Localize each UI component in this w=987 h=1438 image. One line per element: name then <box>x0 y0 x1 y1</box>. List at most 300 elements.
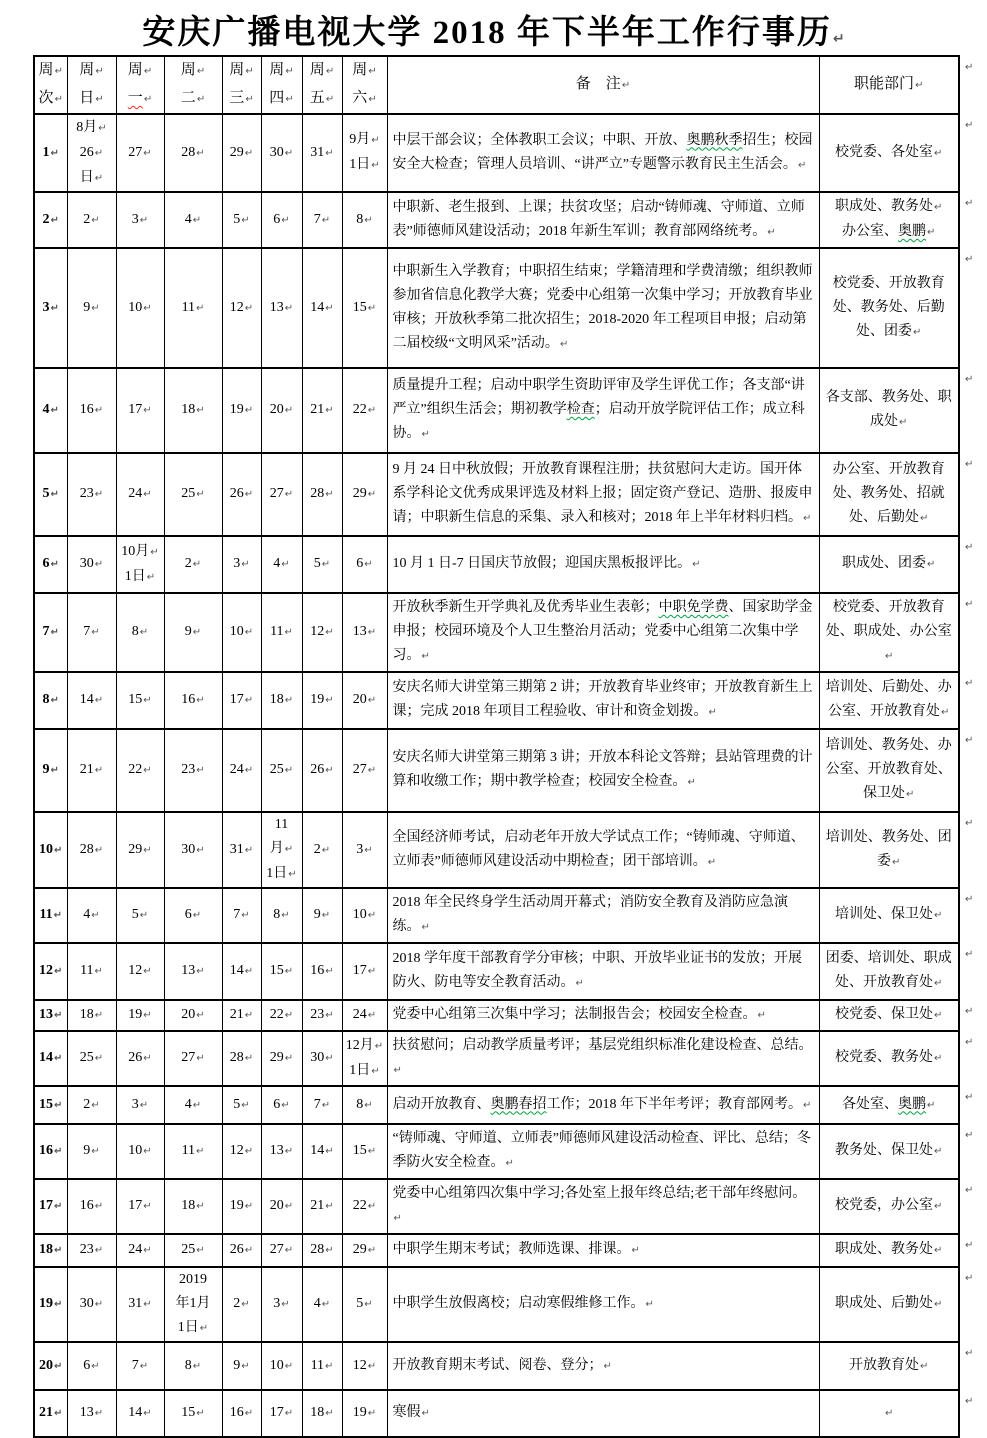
paragraph-mark: ↵ <box>244 966 254 977</box>
day-cell: 8↵ <box>116 593 164 672</box>
paragraph-mark: ↵ <box>244 1245 254 1256</box>
paragraph-mark: ↵ <box>321 844 331 856</box>
paragraph-mark: ↵ <box>284 1201 294 1212</box>
column-header: 周↵ 一↵ <box>116 56 164 114</box>
day-cell: 27↵ <box>116 114 164 192</box>
dept-cell: 职成处、后勤处↵ <box>819 1267 959 1342</box>
paragraph-mark: ↵ <box>285 94 294 105</box>
paragraph-mark: ↵ <box>196 66 206 77</box>
day-cell: 14↵ <box>302 248 342 368</box>
paragraph-mark: ↵ <box>371 135 380 146</box>
paragraph-mark: ↵ <box>284 1360 294 1372</box>
table-row <box>34 368 981 453</box>
day-cell: 19↵ <box>222 1179 261 1234</box>
paragraph-mark: ↵ <box>913 326 922 338</box>
paragraph-mark: ↵ <box>143 695 152 706</box>
paragraph-mark: ↵ <box>559 338 569 350</box>
paragraph-mark: ↵ <box>934 1053 943 1064</box>
paragraph-mark: ↵ <box>244 695 254 706</box>
day-cell: 16↵ <box>164 672 222 729</box>
table-row <box>34 192 981 248</box>
paragraph-mark: ↵ <box>244 1408 254 1419</box>
paragraph-mark: ↵ <box>965 1396 974 1407</box>
day-cell: 15↵ <box>261 943 302 1000</box>
table-row <box>34 888 981 943</box>
day-cell: 23↵ <box>67 453 116 536</box>
day-cell: 3↵ <box>261 1267 302 1342</box>
day-cell: 12↵ <box>222 248 261 368</box>
paragraph-mark: ↵ <box>241 1099 250 1111</box>
paragraph-mark: ↵ <box>325 405 334 416</box>
day-cell: 13↵ <box>342 593 387 672</box>
day-cell: 22↵ <box>342 1179 387 1234</box>
day-cell: 22↵ <box>342 368 387 453</box>
remark-cell: 中职学生放假离校；启动寒假维修工作。↵ <box>387 1267 819 1342</box>
day-cell: 8↵ <box>261 888 302 943</box>
dept-cell: 校党委、开放教育处、教务处、后勤处、团委↵ <box>819 248 959 368</box>
paragraph-mark: ↵ <box>927 1099 936 1111</box>
column-header: 职能部门↵ <box>819 56 959 114</box>
day-cell: 8↵ <box>342 1086 387 1124</box>
remark-cell: 全国经济师考试，启动老年开放大学试点工作；“铸师魂、守师道、立师表”师德师风建设活动中期检查；团干部培训。↵ <box>387 812 819 888</box>
paragraph-mark: ↵ <box>934 1245 943 1256</box>
paragraph-mark: ↵ <box>244 302 254 314</box>
paragraph-mark: ↵ <box>899 417 908 428</box>
paragraph-mark: ↵ <box>244 627 254 638</box>
week-cell: 4↵ <box>34 368 67 453</box>
paragraph-mark: ↵ <box>54 966 63 977</box>
day-cell: 21↵ <box>222 1000 261 1031</box>
paragraph-mark-gutter <box>959 593 981 672</box>
paragraph-mark: ↵ <box>803 1099 812 1111</box>
day-cell: 16↵ <box>222 1390 261 1437</box>
day-cell: 17↵ <box>116 368 164 453</box>
table-row <box>34 593 981 672</box>
day-cell: 2019 年1月 1日↵ <box>164 1267 222 1342</box>
paragraph-mark: ↵ <box>50 489 59 500</box>
table-row <box>34 1267 981 1342</box>
day-cell: 29↵ <box>222 114 261 192</box>
paragraph-mark: ↵ <box>325 1053 334 1064</box>
day-cell: 3↵ <box>222 536 261 593</box>
column-header: 备 注↵ <box>387 56 819 114</box>
dept-cell: 校党委、保卫处↵ <box>819 1000 959 1031</box>
paragraph-mark: ↵ <box>94 844 104 856</box>
paragraph-mark: ↵ <box>143 844 152 856</box>
paragraph-mark: ↵ <box>325 1010 334 1021</box>
remark-cell: 安庆名师大讲堂第三期第 3 讲；开放本科论文答辩；县站管理费的计算和收缴工作；期中教学检查；校园安全检查。↵ <box>387 729 819 812</box>
paragraph-mark: ↵ <box>50 302 59 314</box>
paragraph-mark-gutter <box>959 453 981 536</box>
table-row <box>34 1342 981 1390</box>
paragraph-mark: ↵ <box>421 651 430 662</box>
paragraph-mark: ↵ <box>143 1245 152 1256</box>
paragraph-mark: ↵ <box>325 66 335 77</box>
day-cell: 27↵ <box>164 1031 222 1086</box>
paragraph-mark: ↵ <box>934 910 943 921</box>
paragraph-mark: ↵ <box>284 1010 294 1021</box>
dept-cell: 校党委、教务处↵ <box>819 1031 959 1086</box>
paragraph-mark: ↵ <box>143 1408 152 1419</box>
paragraph-mark: ↵ <box>196 1010 205 1021</box>
day-cell: 6↵ <box>67 1342 116 1390</box>
paragraph-mark: ↵ <box>934 1201 943 1212</box>
table-row <box>34 672 981 729</box>
day-cell: 19↵ <box>116 1000 164 1031</box>
paragraph-mark: ↵ <box>196 94 206 105</box>
dept-cell: 培训处、教务处、团委↵ <box>819 812 959 888</box>
paragraph-mark: ↵ <box>941 707 950 718</box>
day-cell: 14↵ <box>222 943 261 1000</box>
paragraph-mark: ↵ <box>91 1360 100 1372</box>
paragraph-mark: ↵ <box>244 1053 254 1064</box>
day-cell: 11↵ <box>302 1342 342 1390</box>
dept-cell <box>819 1390 959 1437</box>
paragraph-mark: ↵ <box>94 695 104 706</box>
day-cell: 17↵ <box>342 943 387 1000</box>
paragraph-mark: ↵ <box>364 214 373 226</box>
day-cell: 11↵ <box>164 248 222 368</box>
paragraph-mark: ↵ <box>965 120 974 131</box>
paragraph-mark: ↵ <box>368 66 377 77</box>
table-row <box>34 453 981 536</box>
week-cell: 3↵ <box>34 248 67 368</box>
paragraph-mark: ↵ <box>757 1010 766 1021</box>
paragraph-mark: ↵ <box>241 1299 250 1310</box>
day-cell: 29↵ <box>261 1031 302 1086</box>
paragraph-mark: ↵ <box>374 1040 384 1052</box>
remark-cell: 启动开放教育、奥鹏春招工作；2018 年下半年考评；教育部网考。↵ <box>387 1086 819 1124</box>
week-cell: 12↵ <box>34 943 67 1000</box>
paragraph-mark: ↵ <box>364 1299 373 1310</box>
paragraph-mark: ↵ <box>196 695 205 706</box>
paragraph-mark: ↵ <box>54 94 63 105</box>
paragraph-mark: ↵ <box>368 94 377 105</box>
day-cell: 24↵ <box>222 729 261 812</box>
paragraph-mark: ↵ <box>241 1360 250 1372</box>
column-header: 周↵ 二↵ <box>164 56 222 114</box>
day-cell: 2↵ <box>67 192 116 248</box>
day-cell: 30↵ <box>67 536 116 593</box>
paragraph-mark: ↵ <box>94 489 104 500</box>
paragraph-mark: ↵ <box>325 627 334 638</box>
paragraph-mark: ↵ <box>965 818 974 829</box>
column-header: 周↵ 六↵ <box>342 56 387 114</box>
paragraph-mark: ↵ <box>94 147 104 159</box>
remark-cell: 扶贫慰问；启动教学质量考评；基层党组织标准化建设检查、总结。↵ <box>387 1031 819 1086</box>
table-row <box>34 536 981 593</box>
paragraph-mark: ↵ <box>284 1408 294 1419</box>
day-cell: 27↵ <box>342 729 387 812</box>
day-cell: 26↵ <box>116 1031 164 1086</box>
day-cell: 7↵ <box>116 1342 164 1390</box>
table-body <box>34 114 981 1437</box>
paragraph-mark: ↵ <box>284 695 294 706</box>
paragraph-mark: ↵ <box>934 1146 943 1157</box>
paragraph-mark: ↵ <box>245 66 254 77</box>
paragraph-mark: ↵ <box>244 844 254 856</box>
day-cell: 5↵ <box>302 536 342 593</box>
paragraph-mark: ↵ <box>325 765 334 776</box>
paragraph-mark: ↵ <box>797 159 807 171</box>
day-cell: 12↵ <box>342 1342 387 1390</box>
paragraph-mark: ↵ <box>767 226 776 238</box>
paragraph-mark: ↵ <box>325 1201 334 1212</box>
day-cell: 2↵ <box>164 536 222 593</box>
paragraph-mark: ↵ <box>325 1245 334 1256</box>
paragraph-mark: ↵ <box>367 966 377 977</box>
column-header: 周↵ 四↵ <box>261 56 302 114</box>
dept-cell: 教务处、保卫处↵ <box>819 1124 959 1179</box>
paragraph-mark: ↵ <box>885 1408 894 1419</box>
remark-cell: 2018 年全民终身学生活动周开幕式；消防安全教育及消防应急演练。↵ <box>387 888 819 943</box>
day-cell: 12↵ <box>302 593 342 672</box>
paragraph-mark: ↵ <box>50 147 59 159</box>
remark-cell: 党委中心组第四次集中学习;各处室上报年终总结;老干部年终慰问。↵ <box>387 1179 819 1234</box>
paragraph-mark: ↵ <box>421 429 430 440</box>
table-row <box>34 1124 981 1179</box>
day-cell: 9↵ <box>67 1124 116 1179</box>
paragraph-mark: ↵ <box>196 405 205 416</box>
day-cell: 6↵ <box>261 192 302 248</box>
calendar-table <box>33 55 982 1438</box>
day-cell: 12↵ <box>116 943 164 1000</box>
day-cell: 28↵ <box>67 812 116 888</box>
paragraph-mark: ↵ <box>196 1053 205 1064</box>
paragraph-mark: ↵ <box>393 1213 402 1224</box>
day-cell: 24↵ <box>116 453 164 536</box>
table-row <box>34 1086 981 1124</box>
day-cell: 17↵ <box>261 1390 302 1437</box>
day-cell: 11↵ <box>67 943 116 1000</box>
paragraph-mark-gutter <box>959 56 981 114</box>
paragraph-mark: ↵ <box>371 160 380 171</box>
day-cell: 30↵ <box>261 114 302 192</box>
paragraph-mark: ↵ <box>91 910 100 921</box>
paragraph-mark: ↵ <box>325 147 334 159</box>
paragraph-mark: ↵ <box>421 922 430 933</box>
week-cell: 9↵ <box>34 729 67 812</box>
remark-cell: 中职新生入学教育；中职招生结束；学籍清理和学费清缴；组织教师参加省信息化教学大赛；党委中心组第一次集中学习；开放教育毕业审核；开放秋季第二批次招生；2018-2020 年工程项目申报；启动第二届校级“文明风采”活动。↵ <box>387 248 819 368</box>
day-cell: 2↵ <box>302 812 342 888</box>
paragraph-mark: ↵ <box>94 1299 104 1310</box>
week-cell: 15↵ <box>34 1086 67 1124</box>
page-title: 安庆广播电视大学 2018 年下半年工作行事历↵ <box>142 15 845 51</box>
paragraph-mark: ↵ <box>284 147 294 159</box>
paragraph-mark-gutter <box>959 1267 981 1342</box>
paragraph-mark: ↵ <box>965 542 974 553</box>
paragraph-mark: ↵ <box>965 894 974 905</box>
paragraph-mark: ↵ <box>98 122 107 134</box>
paragraph-mark: ↵ <box>321 559 331 570</box>
day-cell: 31↵ <box>116 1267 164 1342</box>
paragraph-mark: ↵ <box>631 1245 640 1256</box>
paragraph-mark: ↵ <box>325 966 334 977</box>
day-cell: 10↵ <box>222 593 261 672</box>
day-cell: 10↵ <box>342 888 387 943</box>
day-cell: 4↵ <box>164 1086 222 1124</box>
paragraph-mark: ↵ <box>284 405 294 416</box>
paragraph-mark: ↵ <box>50 695 59 706</box>
week-cell: 21↵ <box>34 1390 67 1437</box>
paragraph-mark: ↵ <box>54 1408 63 1419</box>
paragraph-mark: ↵ <box>934 978 943 989</box>
paragraph-mark: ↵ <box>920 513 929 524</box>
paragraph-mark: ↵ <box>244 147 254 159</box>
day-cell: 10↵ <box>116 248 164 368</box>
paragraph-mark: ↵ <box>284 1053 294 1064</box>
day-cell: 15↵ <box>164 1390 222 1437</box>
paragraph-mark: ↵ <box>196 302 205 314</box>
day-cell: 28↵ <box>302 1234 342 1267</box>
week-cell: 7↵ <box>34 593 67 672</box>
paragraph-mark: ↵ <box>143 302 152 314</box>
table-row <box>34 248 981 368</box>
paragraph-mark: ↵ <box>241 559 250 570</box>
paragraph-mark: ↵ <box>94 405 104 416</box>
column-header: 周↵ 五↵ <box>302 56 342 114</box>
day-cell: 18↵ <box>261 672 302 729</box>
paragraph-mark: ↵ <box>321 910 331 921</box>
dept-cell: 团委、培训处、职成处、开放教育处↵ <box>819 943 959 1000</box>
paragraph-mark: ↵ <box>91 214 100 226</box>
table-header <box>34 56 981 114</box>
paragraph-mark-gutter <box>959 1390 981 1437</box>
day-cell: 18↵ <box>164 368 222 453</box>
paragraph-mark: ↵ <box>708 707 717 718</box>
paragraph-mark: ↵ <box>367 1010 377 1021</box>
table-row <box>34 729 981 812</box>
paragraph-mark: ↵ <box>367 627 377 638</box>
day-cell: 27↵ <box>261 1234 302 1267</box>
paragraph-mark: ↵ <box>244 1201 254 1212</box>
day-cell: 26↵ <box>222 1234 261 1267</box>
paragraph-mark: ↵ <box>95 94 104 105</box>
dept-cell: 培训处、保卫处↵ <box>819 888 959 943</box>
paragraph-mark: ↵ <box>54 844 63 856</box>
dept-cell: 培训处、教务处、办公室、开放教育处、保卫处↵ <box>819 729 959 812</box>
day-cell: 5↵ <box>342 1267 387 1342</box>
paragraph-mark: ↵ <box>421 1408 430 1419</box>
remark-cell: 9 月 24 日中秋放假；开放教育课程注册；扶贫慰问大走访。国开体系学科论文优秀成果评选及材料上报；固定资产登记、造册、报废申请；中职新生信息的采集、录入和核对；2018 年上半年材料归档。↵ <box>387 453 819 536</box>
day-cell: 29↵ <box>116 812 164 888</box>
paragraph-mark: ↵ <box>281 559 290 570</box>
paragraph-mark: ↵ <box>603 1360 612 1372</box>
table-row <box>34 812 981 888</box>
day-cell: 27↵ <box>261 453 302 536</box>
paragraph-mark: ↵ <box>196 1146 205 1157</box>
paragraph-mark: ↵ <box>199 1323 209 1334</box>
table-row <box>34 114 981 192</box>
paragraph-mark: ↵ <box>505 1158 514 1169</box>
paragraph-mark: ↵ <box>50 405 59 416</box>
paragraph-mark: ↵ <box>192 627 202 638</box>
week-cell: 6↵ <box>34 536 67 593</box>
day-cell: 25↵ <box>164 1234 222 1267</box>
day-cell: 20↵ <box>261 1179 302 1234</box>
day-cell: 6↵ <box>261 1086 302 1124</box>
day-cell: 7↵ <box>67 593 116 672</box>
paragraph-mark: ↵ <box>244 765 254 776</box>
paragraph-mark-gutter <box>959 1342 981 1390</box>
day-cell: 11↵ <box>261 593 302 672</box>
paragraph-mark: ↵ <box>367 489 377 500</box>
day-cell: 9↵ <box>164 593 222 672</box>
paragraph-mark: ↵ <box>54 1099 63 1111</box>
paragraph-mark: ↵ <box>321 1099 331 1111</box>
paragraph-mark: ↵ <box>364 844 373 856</box>
paragraph-mark-gutter <box>959 812 981 888</box>
remark-cell: 寒假↵ <box>387 1390 819 1437</box>
paragraph-mark: ↵ <box>284 765 294 776</box>
table-row <box>34 1000 981 1031</box>
day-cell: 17↵ <box>116 1179 164 1234</box>
paragraph-mark: ↵ <box>196 844 205 856</box>
day-cell: 5↵ <box>222 192 261 248</box>
day-cell: 9↵ <box>67 248 116 368</box>
day-cell: 13↵ <box>261 248 302 368</box>
paragraph-mark: ↵ <box>143 1053 152 1064</box>
table-row <box>34 1179 981 1234</box>
day-cell: 4↵ <box>302 1267 342 1342</box>
day-cell: 29↵ <box>342 1234 387 1267</box>
day-cell: 16↵ <box>302 943 342 1000</box>
paragraph-mark: ↵ <box>281 1099 290 1111</box>
day-cell: 7↵ <box>222 888 261 943</box>
paragraph-mark-gutter <box>959 192 981 248</box>
day-cell: 2↵ <box>67 1086 116 1124</box>
paragraph-mark-gutter <box>959 536 981 593</box>
paragraph-mark-gutter <box>959 1000 981 1031</box>
paragraph-mark-gutter <box>959 1179 981 1234</box>
day-cell: 21↵ <box>67 729 116 812</box>
day-cell: 19↵ <box>302 672 342 729</box>
paragraph-mark: ↵ <box>965 949 974 960</box>
day-cell: 17↵ <box>222 672 261 729</box>
week-cell: 17↵ <box>34 1179 67 1234</box>
paragraph-mark: ↵ <box>196 147 205 159</box>
paragraph-mark: ↵ <box>367 1201 377 1212</box>
paragraph-mark: ↵ <box>91 627 100 638</box>
paragraph-mark-gutter <box>959 1086 981 1124</box>
paragraph-mark: ↵ <box>196 1201 205 1212</box>
day-cell: 4↵ <box>261 536 302 593</box>
paragraph-mark: ↵ <box>192 1099 202 1111</box>
paragraph-mark: ↵ <box>965 459 974 470</box>
day-cell: 5↵ <box>116 888 164 943</box>
dept-cell: 职成处、团委↵ <box>819 536 959 593</box>
day-cell: 19↵ <box>342 1390 387 1437</box>
paragraph-mark: ↵ <box>196 1408 205 1419</box>
paragraph-mark: ↵ <box>192 910 202 921</box>
paragraph-mark: ↵ <box>143 966 152 977</box>
paragraph-mark: ↵ <box>288 869 297 880</box>
paragraph-mark: ↵ <box>54 1245 63 1256</box>
day-cell: 31↵ <box>302 114 342 192</box>
paragraph-mark: ↵ <box>143 1201 152 1212</box>
header-row <box>34 56 981 114</box>
paragraph-mark: ↵ <box>196 966 205 977</box>
week-cell: 10↵ <box>34 812 67 888</box>
paragraph-mark: ↵ <box>892 856 901 868</box>
day-cell: 12↵ <box>222 1124 261 1179</box>
paragraph-mark: ↵ <box>364 559 373 570</box>
day-cell: 30↵ <box>164 812 222 888</box>
day-cell: 28↵ <box>164 114 222 192</box>
day-cell: 21↵ <box>302 1179 342 1234</box>
paragraph-mark: ↵ <box>281 1299 290 1310</box>
remark-cell: 开放秋季新生开学典礼及优秀毕业生表彰；中职免学费、国家助学金申报；校园环境及个人卫生整治月活动；党委中心组第二次集中学习。↵ <box>387 593 819 672</box>
